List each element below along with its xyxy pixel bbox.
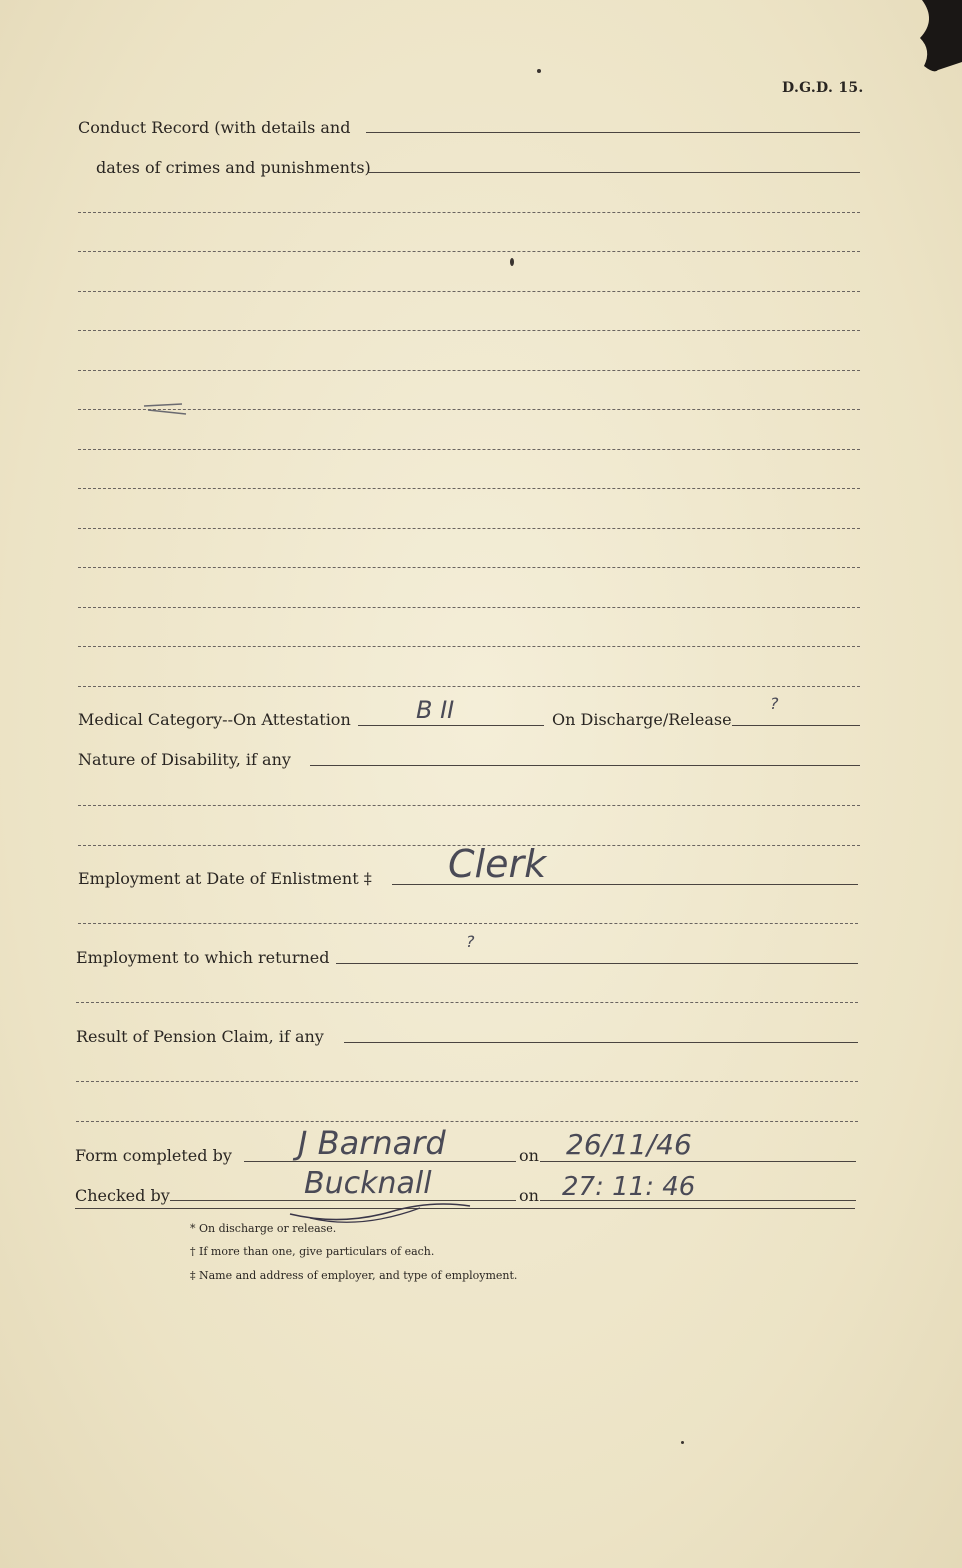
- footnote-employer: ‡ Name and address of employer, and type of employment.: [190, 1269, 518, 1282]
- paper-speck: [681, 1441, 684, 1444]
- conduct-label-line1: Conduct Record (with details and: [78, 118, 351, 137]
- returned-rule: [76, 1002, 858, 1003]
- medical-discharge-fill: [732, 725, 860, 726]
- checked-by-label: Checked by: [75, 1186, 170, 1205]
- completed-by-signature: J Barnard: [298, 1124, 446, 1162]
- conduct-rule: [78, 607, 860, 608]
- conduct-rule: [78, 370, 860, 371]
- pension-label: Result of Pension Claim, if any: [76, 1027, 324, 1046]
- medical-attestation-fill: [358, 725, 544, 726]
- paper-speck: [510, 258, 514, 266]
- medical-discharge-label: On Discharge/Release: [552, 710, 732, 729]
- pencil-mark: [142, 398, 188, 418]
- conduct-fill-line1: [366, 132, 860, 133]
- conduct-rule: [78, 646, 860, 647]
- pension-fill: [344, 1042, 858, 1043]
- form-number: D.G.D. 15.: [782, 80, 864, 96]
- conduct-rule: [78, 449, 860, 450]
- enlistment-label: Employment at Date of Enlistment ‡: [78, 869, 372, 888]
- conduct-label-line2: dates of crimes and punishments): [96, 158, 371, 177]
- completed-on-label: on: [519, 1146, 539, 1165]
- completed-date-fill: [540, 1161, 856, 1162]
- conduct-rule: [78, 251, 860, 252]
- returned-label: Employment to which returned: [76, 948, 330, 967]
- conduct-rule: [78, 567, 860, 568]
- conduct-rule: [78, 291, 860, 292]
- pension-rule: [76, 1081, 858, 1082]
- enlistment-value: Clerk: [448, 842, 547, 886]
- medical-discharge-value: ?: [770, 694, 779, 713]
- enlistment-rule: [78, 923, 858, 924]
- checked-on-label: on: [519, 1186, 539, 1205]
- returned-value: ?: [466, 932, 475, 951]
- medical-attestation-label: Medical Category--On Attestation: [78, 710, 351, 729]
- paper-speck: [537, 69, 541, 73]
- footnote-particulars: † If more than one, give particulars of each.: [190, 1245, 435, 1258]
- conduct-rule: [78, 686, 860, 687]
- disability-label: Nature of Disability, if any: [78, 750, 291, 769]
- disability-rule: [78, 805, 860, 806]
- completed-date: 26/11/46: [566, 1128, 692, 1161]
- conduct-rule: [78, 409, 860, 410]
- footnote-discharge: * On discharge or release.: [190, 1222, 337, 1235]
- disability-fill: [310, 765, 860, 766]
- checked-date: 27: 11: 46: [562, 1172, 696, 1202]
- conduct-fill-line2: [368, 172, 860, 173]
- conduct-rule: [78, 212, 860, 213]
- medical-attestation-value: B II: [416, 696, 455, 724]
- conduct-rule: [78, 488, 860, 489]
- completed-by-label: Form completed by: [75, 1146, 232, 1165]
- conduct-rule: [78, 528, 860, 529]
- conduct-rule: [78, 330, 860, 331]
- returned-fill: [336, 963, 858, 964]
- pension-rule: [76, 1121, 858, 1122]
- checked-by-signature: Bucknall: [304, 1166, 432, 1201]
- torn-corner: [862, 0, 962, 80]
